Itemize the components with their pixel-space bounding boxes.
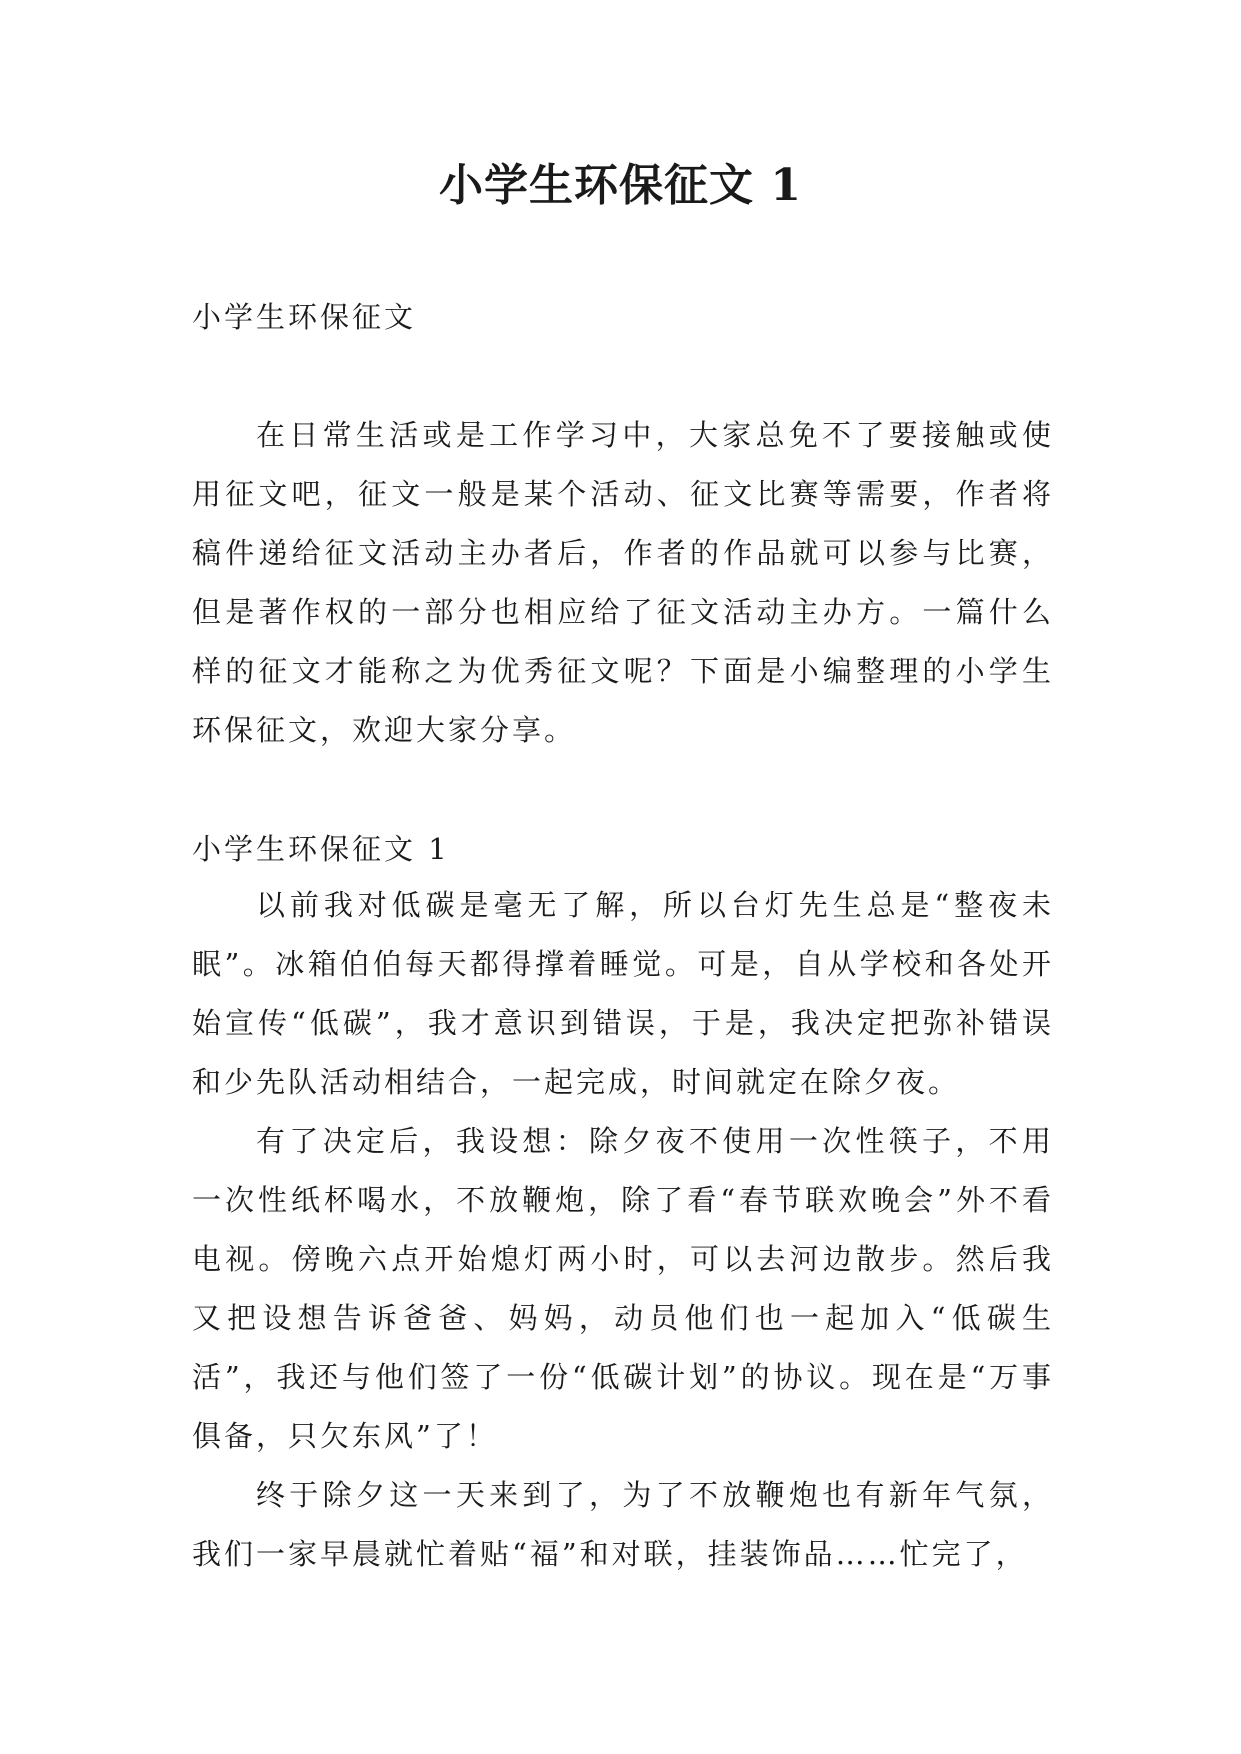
document-subtitle: 小学生环保征文 <box>192 300 417 334</box>
essay-paragraph: 以前我对低碳是毫无了解，所以台灯先生总是“整夜未眠”。冰箱伯伯每天都得撑着睡觉。可是，自从学校和各处开始宣传“低碳”，我才意识到错误，于是，我决定把弥补错误和少先队活动相结合，一起完成，时间就定在除夕夜。 <box>192 888 1054 1099</box>
essay-paragraph: 终于除夕这一天来到了，为了不放鞭炮也有新年气氛，我们一家早晨就忙着贴“福”和对联，挂装饰品……忙完了， <box>192 1478 1054 1571</box>
essay-body <box>192 876 1054 1584</box>
essay-heading: 小学生环保征文 1 <box>192 832 450 866</box>
document-title: 小学生环保征文 1 <box>439 160 802 211</box>
essay-paragraph: 有了决定后，我设想：除夕夜不使用一次性筷子，不用一次性纸杯喝水，不放鞭炮，除了看“春节联欢晚会”外不看电视。傍晚六点开始熄灯两小时，可以去河边散步。然后我又把设想告诉爸爸、妈妈，动员他们也一起加入“低碳生活”，我还与他们签了一份“低碳计划”的协议。现在是“万事俱备，只欠东风”了！ <box>192 1124 1054 1453</box>
intro-paragraph: 在日常生活或是工作学习中，大家总免不了要接触或使用征文吧，征文一般是某个活动、征文比赛等需要，作者将稿件递给征文活动主办者后，作者的作品就可以参与比赛，但是著作权的一部分也相应给了征文活动主办方。一篇什么样的征文才能称之为优秀征文呢？下面是小编整理的小学生环保征文，欢迎大家分享。 <box>192 418 1054 747</box>
